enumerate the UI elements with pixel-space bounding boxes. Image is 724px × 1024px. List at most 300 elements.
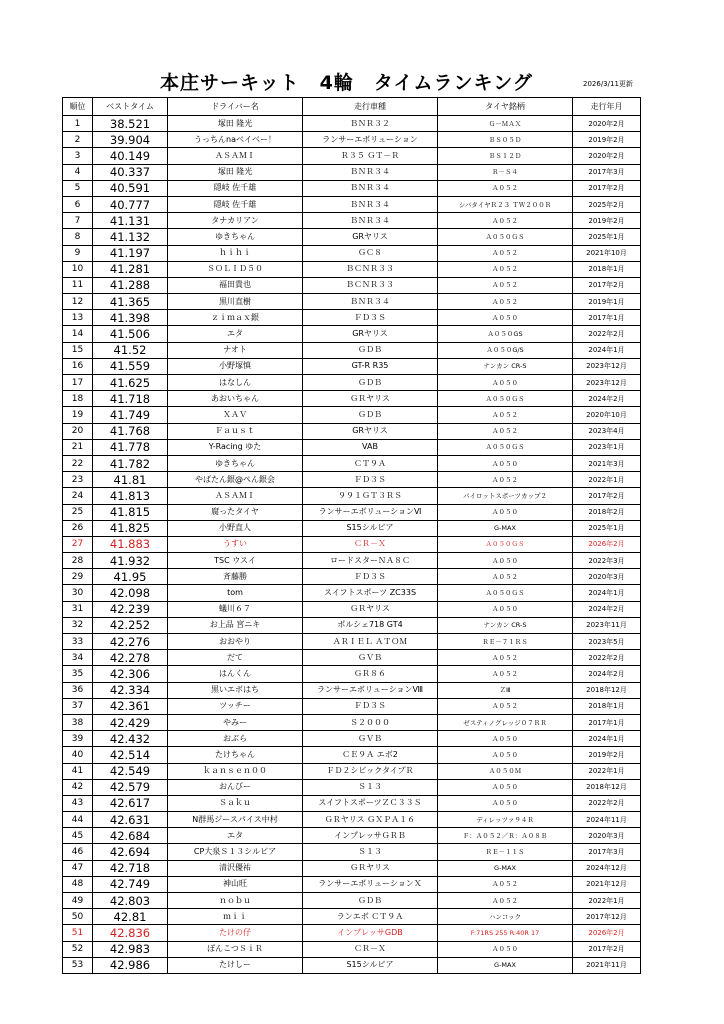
best-time-cell: 42.836 (93, 925, 168, 941)
date-cell: 2021年12月 (573, 876, 641, 892)
rank-cell: 32 (63, 617, 93, 633)
ranking-table (62, 97, 641, 974)
date-cell: 2018年12月 (573, 779, 641, 795)
column-header-tire: タイヤ銘柄 (438, 98, 573, 116)
car-cell: ＣＥ９Ａ エボ2 (303, 747, 438, 763)
tire-cell: Ａ０５０ＧＳ (438, 536, 573, 552)
rank-cell: 52 (63, 941, 93, 957)
date-cell: 2017年2月 (573, 277, 641, 293)
driver-cell: TSC ウスイ (168, 553, 303, 569)
driver-cell: エタ (168, 828, 303, 844)
car-cell: ランサーエボリューションＸ (303, 876, 438, 892)
car-cell: ＧＲヤリス (303, 391, 438, 407)
driver-cell: 塚田 隆光 (168, 164, 303, 180)
rank-cell: 3 (63, 148, 93, 164)
driver-cell: ｈｉｈｉ (168, 245, 303, 261)
rank-cell: 41 (63, 763, 93, 779)
date-cell: 2019年2月 (573, 747, 641, 763)
car-cell: ＧＲ８６ (303, 666, 438, 682)
driver-cell: 黒いエボはち (168, 682, 303, 698)
best-time-cell: 41.718 (93, 391, 168, 407)
car-cell: Ｓ１３ (303, 779, 438, 795)
driver-cell: 斉藤勝 (168, 569, 303, 585)
best-time-cell: 41.131 (93, 213, 168, 229)
table-row (63, 634, 641, 650)
date-cell: 2023年12月 (573, 375, 641, 391)
date-cell: 2024年2月 (573, 391, 641, 407)
tire-cell: Ａ０５０Ｍ (438, 763, 573, 779)
table-row (63, 488, 641, 504)
table-row (63, 472, 641, 488)
car-cell: ＧＤＢ (303, 893, 438, 909)
driver-cell: N群馬ジースパイス中村 (168, 812, 303, 828)
date-cell: 2019年2月 (573, 132, 641, 148)
date-cell: 2017年3月 (573, 844, 641, 860)
date-cell: 2017年12月 (573, 909, 641, 925)
driver-cell: 塚田 隆光 (168, 116, 303, 132)
best-time-cell: 40.777 (93, 196, 168, 212)
date-cell: 2022年2月 (573, 795, 641, 811)
table-row (63, 375, 641, 391)
rank-cell: 40 (63, 747, 93, 763)
best-time-cell: 41.132 (93, 229, 168, 245)
car-cell: Ｓ１３ (303, 844, 438, 860)
car-cell: スイフトスポーツ ZC33S (303, 585, 438, 601)
rank-cell: 4 (63, 164, 93, 180)
tire-cell: G-MAX (438, 860, 573, 876)
best-time-cell: 41.197 (93, 245, 168, 261)
tire-cell: Ａ０５０ (438, 310, 573, 326)
car-cell: ＦＤ３Ｓ (303, 310, 438, 326)
tire-cell: Ｒ－Ｓ４ (438, 164, 573, 180)
tire-cell: ＲＥ－７１ＲＳ (438, 634, 573, 650)
driver-cell: ゆきちゃん (168, 455, 303, 471)
rank-cell: 14 (63, 326, 93, 342)
date-cell: 2018年12月 (573, 682, 641, 698)
table-row (63, 860, 641, 876)
rank-cell: 18 (63, 391, 93, 407)
tire-cell: パイロットスポーツカップ２ (438, 488, 573, 504)
date-cell: 2022年2月 (573, 650, 641, 666)
car-cell: ＣＴ９Ａ (303, 455, 438, 471)
column-header-car: 走行車種 (303, 98, 438, 116)
date-cell: 2020年2月 (573, 116, 641, 132)
car-cell: ＧＤＢ (303, 375, 438, 391)
best-time-cell: 41.398 (93, 310, 168, 326)
driver-cell: 隠岐 佐千雄 (168, 180, 303, 196)
date-cell: 2024年1月 (573, 731, 641, 747)
rank-cell: 10 (63, 261, 93, 277)
car-cell: Ｓ２０００ (303, 714, 438, 730)
table-row (63, 617, 641, 633)
tire-cell: Ａ０５０ (438, 455, 573, 471)
driver-cell: 福田貴也 (168, 277, 303, 293)
table-row (63, 650, 641, 666)
car-cell: ＢＮＲ３４ (303, 213, 438, 229)
best-time-cell: 42.514 (93, 747, 168, 763)
date-cell: 2022年1月 (573, 893, 641, 909)
table-row (63, 391, 641, 407)
car-cell: スイフトスポーツＺＣ３３Ｓ (303, 795, 438, 811)
tire-cell: F:71RS 255 R:40R 17 (438, 925, 573, 941)
date-cell: 2018年1月 (573, 698, 641, 714)
best-time-cell: 41.288 (93, 277, 168, 293)
best-time-cell: 42.983 (93, 941, 168, 957)
date-cell: 2024年2月 (573, 666, 641, 682)
best-time-cell: 41.932 (93, 553, 168, 569)
rank-cell: 42 (63, 779, 93, 795)
table-row (63, 941, 641, 957)
tire-cell: Ａ０５０ (438, 747, 573, 763)
driver-cell: おんびー (168, 779, 303, 795)
date-cell: 2024年1月 (573, 342, 641, 358)
car-cell: ＢＮＲ３４ (303, 164, 438, 180)
best-time-cell: 42.432 (93, 731, 168, 747)
best-time-cell: 41.883 (93, 536, 168, 552)
best-time-cell: 41.815 (93, 504, 168, 520)
tire-cell: Ａ０５２ (438, 569, 573, 585)
best-time-cell: 41.365 (93, 294, 168, 310)
table-row (63, 229, 641, 245)
rank-cell: 1 (63, 116, 93, 132)
best-time-cell: 42.098 (93, 585, 168, 601)
date-cell: 2022年2月 (573, 326, 641, 342)
date-cell: 2021年3月 (573, 455, 641, 471)
tire-cell: ハンコック (438, 909, 573, 925)
rank-cell: 53 (63, 957, 93, 973)
table-row (63, 682, 641, 698)
tire-cell: Ａ０５０ (438, 553, 573, 569)
best-time-cell: 42.239 (93, 601, 168, 617)
tire-cell: Ａ０５０GS (438, 326, 573, 342)
table-row (63, 747, 641, 763)
driver-cell: おおやり (168, 634, 303, 650)
driver-cell: タナカリアン (168, 213, 303, 229)
table-row (63, 844, 641, 860)
driver-cell: だて (168, 650, 303, 666)
rank-cell: 22 (63, 455, 93, 471)
car-cell: インプレッサGDB (303, 925, 438, 941)
best-time-cell: 42.749 (93, 876, 168, 892)
rank-cell: 26 (63, 520, 93, 536)
car-cell: ＧＤＢ (303, 342, 438, 358)
table-row (63, 180, 641, 196)
driver-cell: 腐ったタイヤ (168, 504, 303, 520)
rank-cell: 33 (63, 634, 93, 650)
table-row (63, 925, 641, 941)
driver-cell: 隠岐 佐千雄 (168, 196, 303, 212)
best-time-cell: 41.625 (93, 375, 168, 391)
rank-cell: 35 (63, 666, 93, 682)
car-cell: VAB (303, 439, 438, 455)
tire-cell: Ａ０５２ (438, 698, 573, 714)
car-cell: GRヤリス (303, 229, 438, 245)
car-cell: ＧＶＢ (303, 731, 438, 747)
tire-cell: Ａ０５０ (438, 601, 573, 617)
date-cell: 2023年5月 (573, 634, 641, 650)
best-time-cell: 42.579 (93, 779, 168, 795)
table-row (63, 698, 641, 714)
rank-cell: 38 (63, 714, 93, 730)
car-cell: ＣＲ－Ｘ (303, 536, 438, 552)
table-row (63, 876, 641, 892)
date-cell: 2026年2月 (573, 536, 641, 552)
date-cell: 2019年2月 (573, 213, 641, 229)
rank-cell: 29 (63, 569, 93, 585)
driver-cell: おぶら (168, 731, 303, 747)
date-cell: 2024年12月 (573, 860, 641, 876)
driver-cell: あおいちゃん (168, 391, 303, 407)
rank-cell: 15 (63, 342, 93, 358)
car-cell: GT-R R35 (303, 358, 438, 374)
tire-cell: ＢＳ１２Ｄ (438, 148, 573, 164)
table-row (63, 455, 641, 471)
table-body (63, 116, 641, 974)
driver-cell: ｋａｎｓｅｎ００ (168, 763, 303, 779)
driver-cell: たけちゃん (168, 747, 303, 763)
car-cell: ＦＤ３Ｓ (303, 472, 438, 488)
tire-cell: ディレッツァ９４Ｒ (438, 812, 573, 828)
rank-cell: 23 (63, 472, 93, 488)
date-cell: 2018年2月 (573, 504, 641, 520)
rank-cell: 34 (63, 650, 93, 666)
tire-cell: Ａ０５２ (438, 876, 573, 892)
table-row (63, 504, 641, 520)
table-row (63, 261, 641, 277)
best-time-cell: 41.825 (93, 520, 168, 536)
driver-cell: ＳＯＬＩＤ５０ (168, 261, 303, 277)
rank-cell: 2 (63, 132, 93, 148)
car-cell: ９９１ＧＴ３ＲＳ (303, 488, 438, 504)
tire-cell: Ａ０５０ＧＳ (438, 391, 573, 407)
table-row (63, 666, 641, 682)
date-cell: 2025年2月 (573, 196, 641, 212)
table-row (63, 116, 641, 132)
date-cell: 2024年2月 (573, 601, 641, 617)
car-cell: GRヤリス (303, 326, 438, 342)
rank-cell: 24 (63, 488, 93, 504)
date-cell: 2023年11月 (573, 617, 641, 633)
rank-cell: 31 (63, 601, 93, 617)
rank-cell: 12 (63, 294, 93, 310)
tire-cell: Ａ０５２ (438, 213, 573, 229)
best-time-cell: 42.429 (93, 714, 168, 730)
best-time-cell: 42.617 (93, 795, 168, 811)
car-cell: ランエボ ＣＴ９Ａ (303, 909, 438, 925)
best-time-cell: 40.591 (93, 180, 168, 196)
table-row (63, 536, 641, 552)
date-cell: 2025年1月 (573, 229, 641, 245)
table-row (63, 779, 641, 795)
table-row (63, 310, 641, 326)
best-time-cell: 40.337 (93, 164, 168, 180)
driver-cell: ゆきちゃん (168, 229, 303, 245)
tire-cell: Ａ０５０ (438, 731, 573, 747)
driver-cell: ＸＡＶ (168, 407, 303, 423)
tire-cell: Ａ０５２ (438, 294, 573, 310)
driver-cell: エタ (168, 326, 303, 342)
table-row (63, 132, 641, 148)
best-time-cell: 42.631 (93, 812, 168, 828)
rank-cell: 5 (63, 180, 93, 196)
driver-cell: 小野直人 (168, 520, 303, 536)
table-row (63, 294, 641, 310)
driver-cell: ツッチー (168, 698, 303, 714)
rank-cell: 36 (63, 682, 93, 698)
rank-cell: 28 (63, 553, 93, 569)
best-time-cell: 41.768 (93, 423, 168, 439)
tire-cell: Ａ０５０ (438, 504, 573, 520)
car-cell: ＦＤ２シビックタイプＲ (303, 763, 438, 779)
tire-cell: Ａ０５２ (438, 893, 573, 909)
car-cell: GRヤリス (303, 423, 438, 439)
table-row (63, 245, 641, 261)
date-cell: 2017年1月 (573, 714, 641, 730)
rank-cell: 21 (63, 439, 93, 455)
column-header-date: 走行年月 (573, 98, 641, 116)
table-row (63, 520, 641, 536)
rank-cell: 46 (63, 844, 93, 860)
rank-cell: 25 (63, 504, 93, 520)
driver-cell: 小野塚慎 (168, 358, 303, 374)
best-time-cell: 41.782 (93, 455, 168, 471)
rank-cell: 27 (63, 536, 93, 552)
column-header-time: ベストタイム (93, 98, 168, 116)
best-time-cell: 42.694 (93, 844, 168, 860)
table-row (63, 196, 641, 212)
date-cell: 2020年2月 (573, 148, 641, 164)
car-cell: ＧＣ８ (303, 245, 438, 261)
date-cell: 2022年3月 (573, 553, 641, 569)
car-cell: Ｒ３５ ＧＴ－Ｒ (303, 148, 438, 164)
best-time-cell: 41.813 (93, 488, 168, 504)
table-row (63, 601, 641, 617)
date-cell: 2020年3月 (573, 569, 641, 585)
car-cell: ＧＲヤリス ＧＸＰＡ１６ (303, 812, 438, 828)
date-cell: 2017年2月 (573, 488, 641, 504)
table-row (63, 585, 641, 601)
tire-cell: Ａ０５２ (438, 180, 573, 196)
date-cell: 2025年1月 (573, 520, 641, 536)
tire-cell: シバタイヤＲ２３ ＴＷ２００Ｒ (438, 196, 573, 212)
date-cell: 2021年11月 (573, 957, 641, 973)
car-cell: S15シルビア (303, 957, 438, 973)
rank-cell: 8 (63, 229, 93, 245)
table-row (63, 423, 641, 439)
table-row (63, 763, 641, 779)
car-cell: ＣＲ－Ｘ (303, 941, 438, 957)
updated-date: 2026/3/11更新 (583, 80, 633, 88)
tire-cell: G-MAX (438, 520, 573, 536)
rank-cell: 49 (63, 893, 93, 909)
date-cell: 2020年3月 (573, 828, 641, 844)
best-time-cell: 42.278 (93, 650, 168, 666)
tire-cell: Ａ０５０G/S (438, 342, 573, 358)
column-header-driver: ドライバー名 (168, 98, 303, 116)
car-cell: ＧＶＢ (303, 650, 438, 666)
column-header-rank: 順位 (63, 98, 93, 116)
car-cell: ＡＲＩＥＬ ＡＴＯＭ (303, 634, 438, 650)
table-row (63, 213, 641, 229)
table-row (63, 164, 641, 180)
tire-cell: Ａ０５０ (438, 779, 573, 795)
car-cell: ＧＲヤリス (303, 860, 438, 876)
car-cell: ＢＮＲ３４ (303, 294, 438, 310)
best-time-cell: 42.276 (93, 634, 168, 650)
best-time-cell: 41.52 (93, 342, 168, 358)
tire-cell: Ａ０５２ (438, 245, 573, 261)
tire-cell: ＺⅢ (438, 682, 573, 698)
driver-cell: たけの仔 (168, 925, 303, 941)
table-row (63, 828, 641, 844)
car-cell: ＧＲヤリス (303, 601, 438, 617)
driver-cell: tom (168, 585, 303, 601)
rank-cell: 20 (63, 423, 93, 439)
table-row (63, 148, 641, 164)
driver-cell: ナオト (168, 342, 303, 358)
date-cell: 2024年11月 (573, 812, 641, 828)
car-cell: ＢＮＲ３４ (303, 196, 438, 212)
date-cell: 2019年1月 (573, 294, 641, 310)
driver-cell: はなしん (168, 375, 303, 391)
date-cell: 2023年12月 (573, 358, 641, 374)
rank-cell: 17 (63, 375, 93, 391)
driver-cell: うすい (168, 536, 303, 552)
rank-cell: 50 (63, 909, 93, 925)
car-cell: ＧＤＢ (303, 407, 438, 423)
best-time-cell: 42.549 (93, 763, 168, 779)
rank-cell: 47 (63, 860, 93, 876)
driver-cell: Y-Racing ゆた (168, 439, 303, 455)
table-row (63, 909, 641, 925)
table-row (63, 569, 641, 585)
driver-cell: Ｓａｋｕ (168, 795, 303, 811)
best-time-cell: 41.281 (93, 261, 168, 277)
rank-cell: 43 (63, 795, 93, 811)
rank-cell: 13 (63, 310, 93, 326)
best-time-cell: 42.803 (93, 893, 168, 909)
driver-cell: お上品 宮ニキ (168, 617, 303, 633)
tire-cell: Ａ０５２ (438, 277, 573, 293)
car-cell: ＦＤ３Ｓ (303, 698, 438, 714)
table-row (63, 277, 641, 293)
driver-cell: 蟻川６７ (168, 601, 303, 617)
date-cell: 2018年1月 (573, 261, 641, 277)
date-cell: 2021年10月 (573, 245, 641, 261)
date-cell: 2024年1月 (573, 585, 641, 601)
date-cell: 2020年10月 (573, 407, 641, 423)
tire-cell: ナンカン CR-S (438, 617, 573, 633)
car-cell: ロードスターＮＡ８Ｃ (303, 553, 438, 569)
best-time-cell: 42.334 (93, 682, 168, 698)
best-time-cell: 42.252 (93, 617, 168, 633)
tire-cell: G-MAX (438, 957, 573, 973)
driver-cell: Ｆａｕｓｔ (168, 423, 303, 439)
car-cell: ＢＮＲ３４ (303, 180, 438, 196)
rank-cell: 37 (63, 698, 93, 714)
tire-cell: Ａ０５０ (438, 795, 573, 811)
best-time-cell: 41.559 (93, 358, 168, 374)
table-row (63, 439, 641, 455)
driver-cell: CP大泉Ｓ１３シルビア (168, 844, 303, 860)
page-title: 本庄サーキット 4輪 タイムランキング (160, 72, 533, 94)
table-row (63, 812, 641, 828)
rank-cell: 48 (63, 876, 93, 892)
car-cell: ランサーエボリューションⅧ (303, 682, 438, 698)
tire-cell: Ｆ：Ａ０５２／Ｒ：Ａ０８Ｂ (438, 828, 573, 844)
date-cell: 2026年2月 (573, 925, 641, 941)
date-cell: 2023年4月 (573, 423, 641, 439)
